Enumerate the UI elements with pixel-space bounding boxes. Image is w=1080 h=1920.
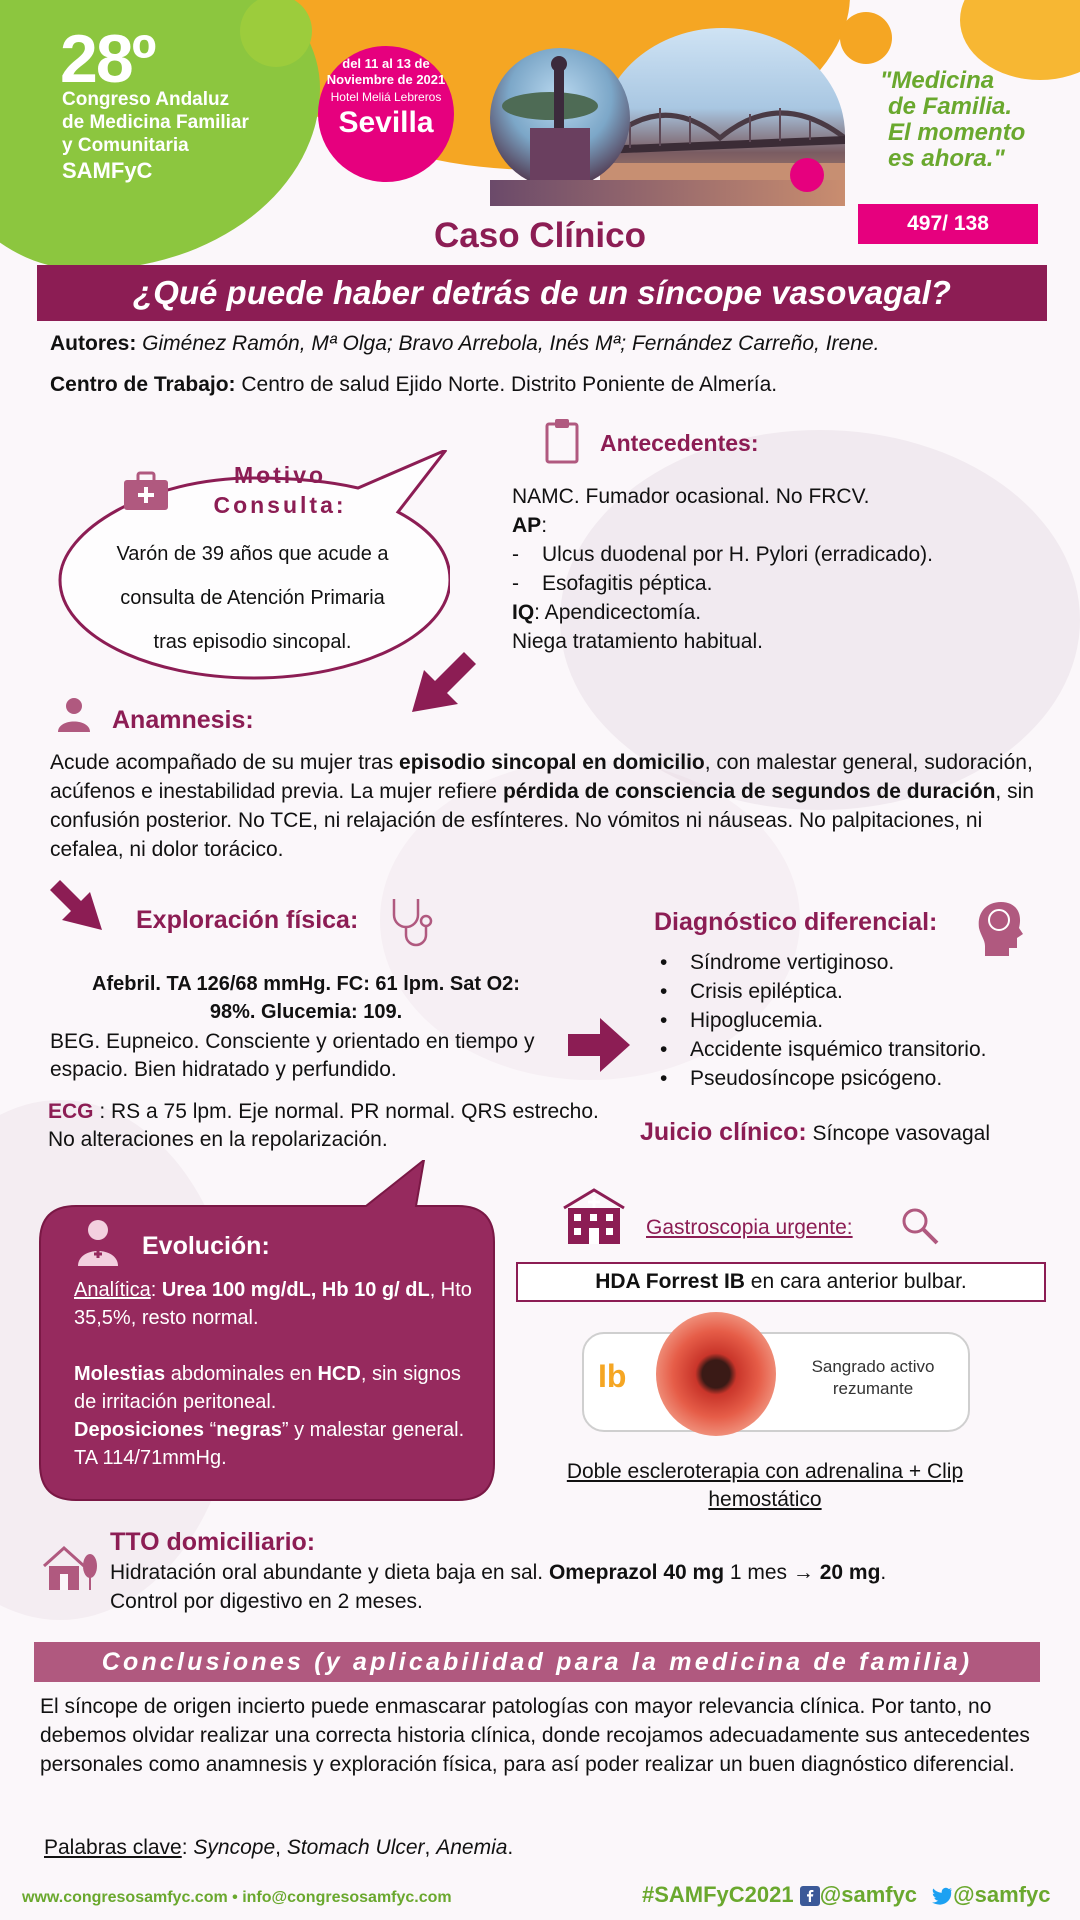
poster-code: 497/ 138 [858, 204, 1038, 244]
congress-slogan: "Medicina de Familia. El momento es ahora." [880, 67, 1026, 172]
keywords: Palabras clave: Syncope, Stomach Ulcer, Anemia. [44, 1836, 514, 1859]
motivo-text: Varón de 39 años que acude a consulta de Atención Primaria tras episodio sincopal. [116, 543, 389, 653]
stethoscope-icon [386, 895, 442, 951]
anamnesis-title: Anamnesis: [112, 706, 254, 734]
doctor-icon [76, 1218, 120, 1266]
conclusiones-title: Conclusiones (y aplicabilidad para la medicina de familia) [34, 1642, 1040, 1682]
list-item: - Ulcus duodenal por H. Pylori (erradicado). [512, 540, 933, 569]
user-icon [56, 696, 92, 732]
gastroscopia-title: Gastroscopia urgente: [646, 1216, 853, 1239]
hospital-icon [560, 1188, 628, 1246]
monument-photo [490, 48, 630, 188]
twitter-icon [931, 1887, 953, 1905]
list-item: • Accidente isquémico transitorio. [660, 1035, 986, 1064]
decorative-dot [790, 158, 824, 192]
footer-contact: www.congresosamfyc.com • info@congresosamfyc.com [22, 1889, 452, 1906]
decorative-dot [840, 12, 892, 64]
tto-text: Hidratación oral abundante y dieta baja en sal. Omeprazol 40 mg 1 mes → 20 mg. Control por digestivo en 2 meses. [110, 1561, 887, 1613]
authors: Autores: Giménez Ramón, Mª Olga; Bravo Arrebola, Inés Mª; Fernández Carreño, Irene. [50, 332, 880, 355]
list-item: • Crisis epiléptica. [660, 977, 986, 1006]
list-item: • Pseudosíncope psicógeno. [660, 1064, 986, 1093]
city-name: Sevilla [338, 106, 434, 139]
congress-name: Congreso Andaluz de Medicina Familiar y Comunitaria SAMFyC [62, 89, 249, 183]
exploracion-title: Exploración física: [136, 906, 359, 934]
work-center: Centro de Trabajo: Centro de salud Ejido Norte. Distrito Poniente de Almería. [50, 373, 778, 396]
congress-date-badge: del 11 al 13 de Noviembre de 2021 Hotel Meliá Lebreros Sevilla [318, 46, 454, 182]
hda-finding: HDA Forrest IB en cara anterior bulbar. [516, 1262, 1046, 1302]
exploracion-text: BEG. Eupneico. Consciente y orientado en tiempo y espacio. Bien hidratado y perfundido. [50, 1030, 535, 1081]
website-link[interactable]: www.congresosamfyc.com [22, 1889, 228, 1906]
motivo-title: Motivo Consulta: [213, 462, 347, 518]
anamnesis-text: Acude acompañado de su mujer tras episodio sincopal en domicilio, con malestar general, sudoración, acúfenos e inestabilidad previa. La mujer refiere pérdida de consciencia de segundos de duración, sin confusión posterior. No TCE, ni relajación de esfínteres. No vómitos ni náuseas. No palpitaciones, ni cefalea, ni dolor torácico. [50, 751, 1034, 861]
tto-title: TTO domiciliario: [110, 1528, 316, 1556]
endoscopy-image: Ib Sangrado activo rezumante [582, 1312, 970, 1436]
hashtag: #SAMFyC2021 [642, 1882, 794, 1907]
diferencial-title: Diagnóstico diferencial: [654, 908, 938, 936]
arrow-right-icon [568, 1018, 630, 1072]
diferencial-list [660, 948, 986, 1093]
arrow-down-right-icon [50, 880, 106, 932]
conclusiones-text: El síncope de origen incierto puede enmascarar patologías con mayor relevancia clínica. Por tanto, no debemos olvidar realizar una correcta historia clínica, donde recojamos adecuadamente sus antecedentes personales como anamnesis y exploración física, para así poder realizar un buen diagnóstico diferencial. [40, 1695, 1030, 1776]
list-item: • Hipoglucemia. [660, 1006, 986, 1035]
evolucion-text: Analítica: Urea 100 mg/dL, Hb 10 g/ dL, Hto 35,5%, resto normal. Molestias abdominales en HCD, sin signos de irritación peritoneal. Deposiciones “negras” y malestar general. TA 114/71mmHg. [74, 1279, 472, 1469]
twitter-handle[interactable]: @samfyc [953, 1882, 1051, 1907]
arrow-down-left-icon [408, 650, 478, 714]
email-link[interactable]: info@congresosamfyc.com [242, 1889, 452, 1906]
facebook-handle[interactable]: @samfyc [819, 1882, 918, 1907]
medical-case-icon [122, 470, 170, 512]
evolucion-title: Evolución: [142, 1232, 270, 1260]
footer-social [642, 1882, 1050, 1908]
congress-edition: 28º [60, 21, 155, 97]
list-item: • Síndrome vertiginoso. [660, 948, 986, 977]
juicio-clinico: Juicio clínico: Síncope vasovagal [640, 1118, 990, 1146]
vitals: Afebril. TA 126/68 mmHg. FC: 61 lpm. Sat O2: 98%. Glucemia: 109. [92, 973, 520, 1023]
treatment-endoscopic: Doble escleroterapia con adrenalina + Clip hemostático [566, 1460, 964, 1511]
poster-question-title: ¿Qué puede haber detrás de un síncope vasovagal? [37, 265, 1047, 321]
ulcer-photo [656, 1312, 776, 1436]
magnifier-icon [900, 1206, 940, 1246]
arrow-right-icon: → [792, 1561, 814, 1584]
hotel-name: Hotel Meliá Lebreros [330, 90, 442, 104]
ecg-text: ECG : RS a 75 lpm. Eje normal. PR normal. QRS estrecho. No alteraciones en la repolarización. [48, 1100, 599, 1151]
clipboard-icon [544, 418, 580, 464]
case-title: Caso Clínico [434, 216, 646, 255]
antecedentes-text: NAMC. Fumador ocasional. No FRCV. AP: - Ulcus duodenal por H. Pylori (erradicado). - Esofagitis péptica. IQ: Apendicectomía. Niega tratamiento habitual. [512, 482, 933, 656]
list-item: - Esofagitis péptica. [512, 569, 933, 598]
house-icon [40, 1542, 98, 1592]
antecedentes-title: Antecedentes: [600, 430, 759, 456]
facebook-icon [800, 1886, 820, 1906]
